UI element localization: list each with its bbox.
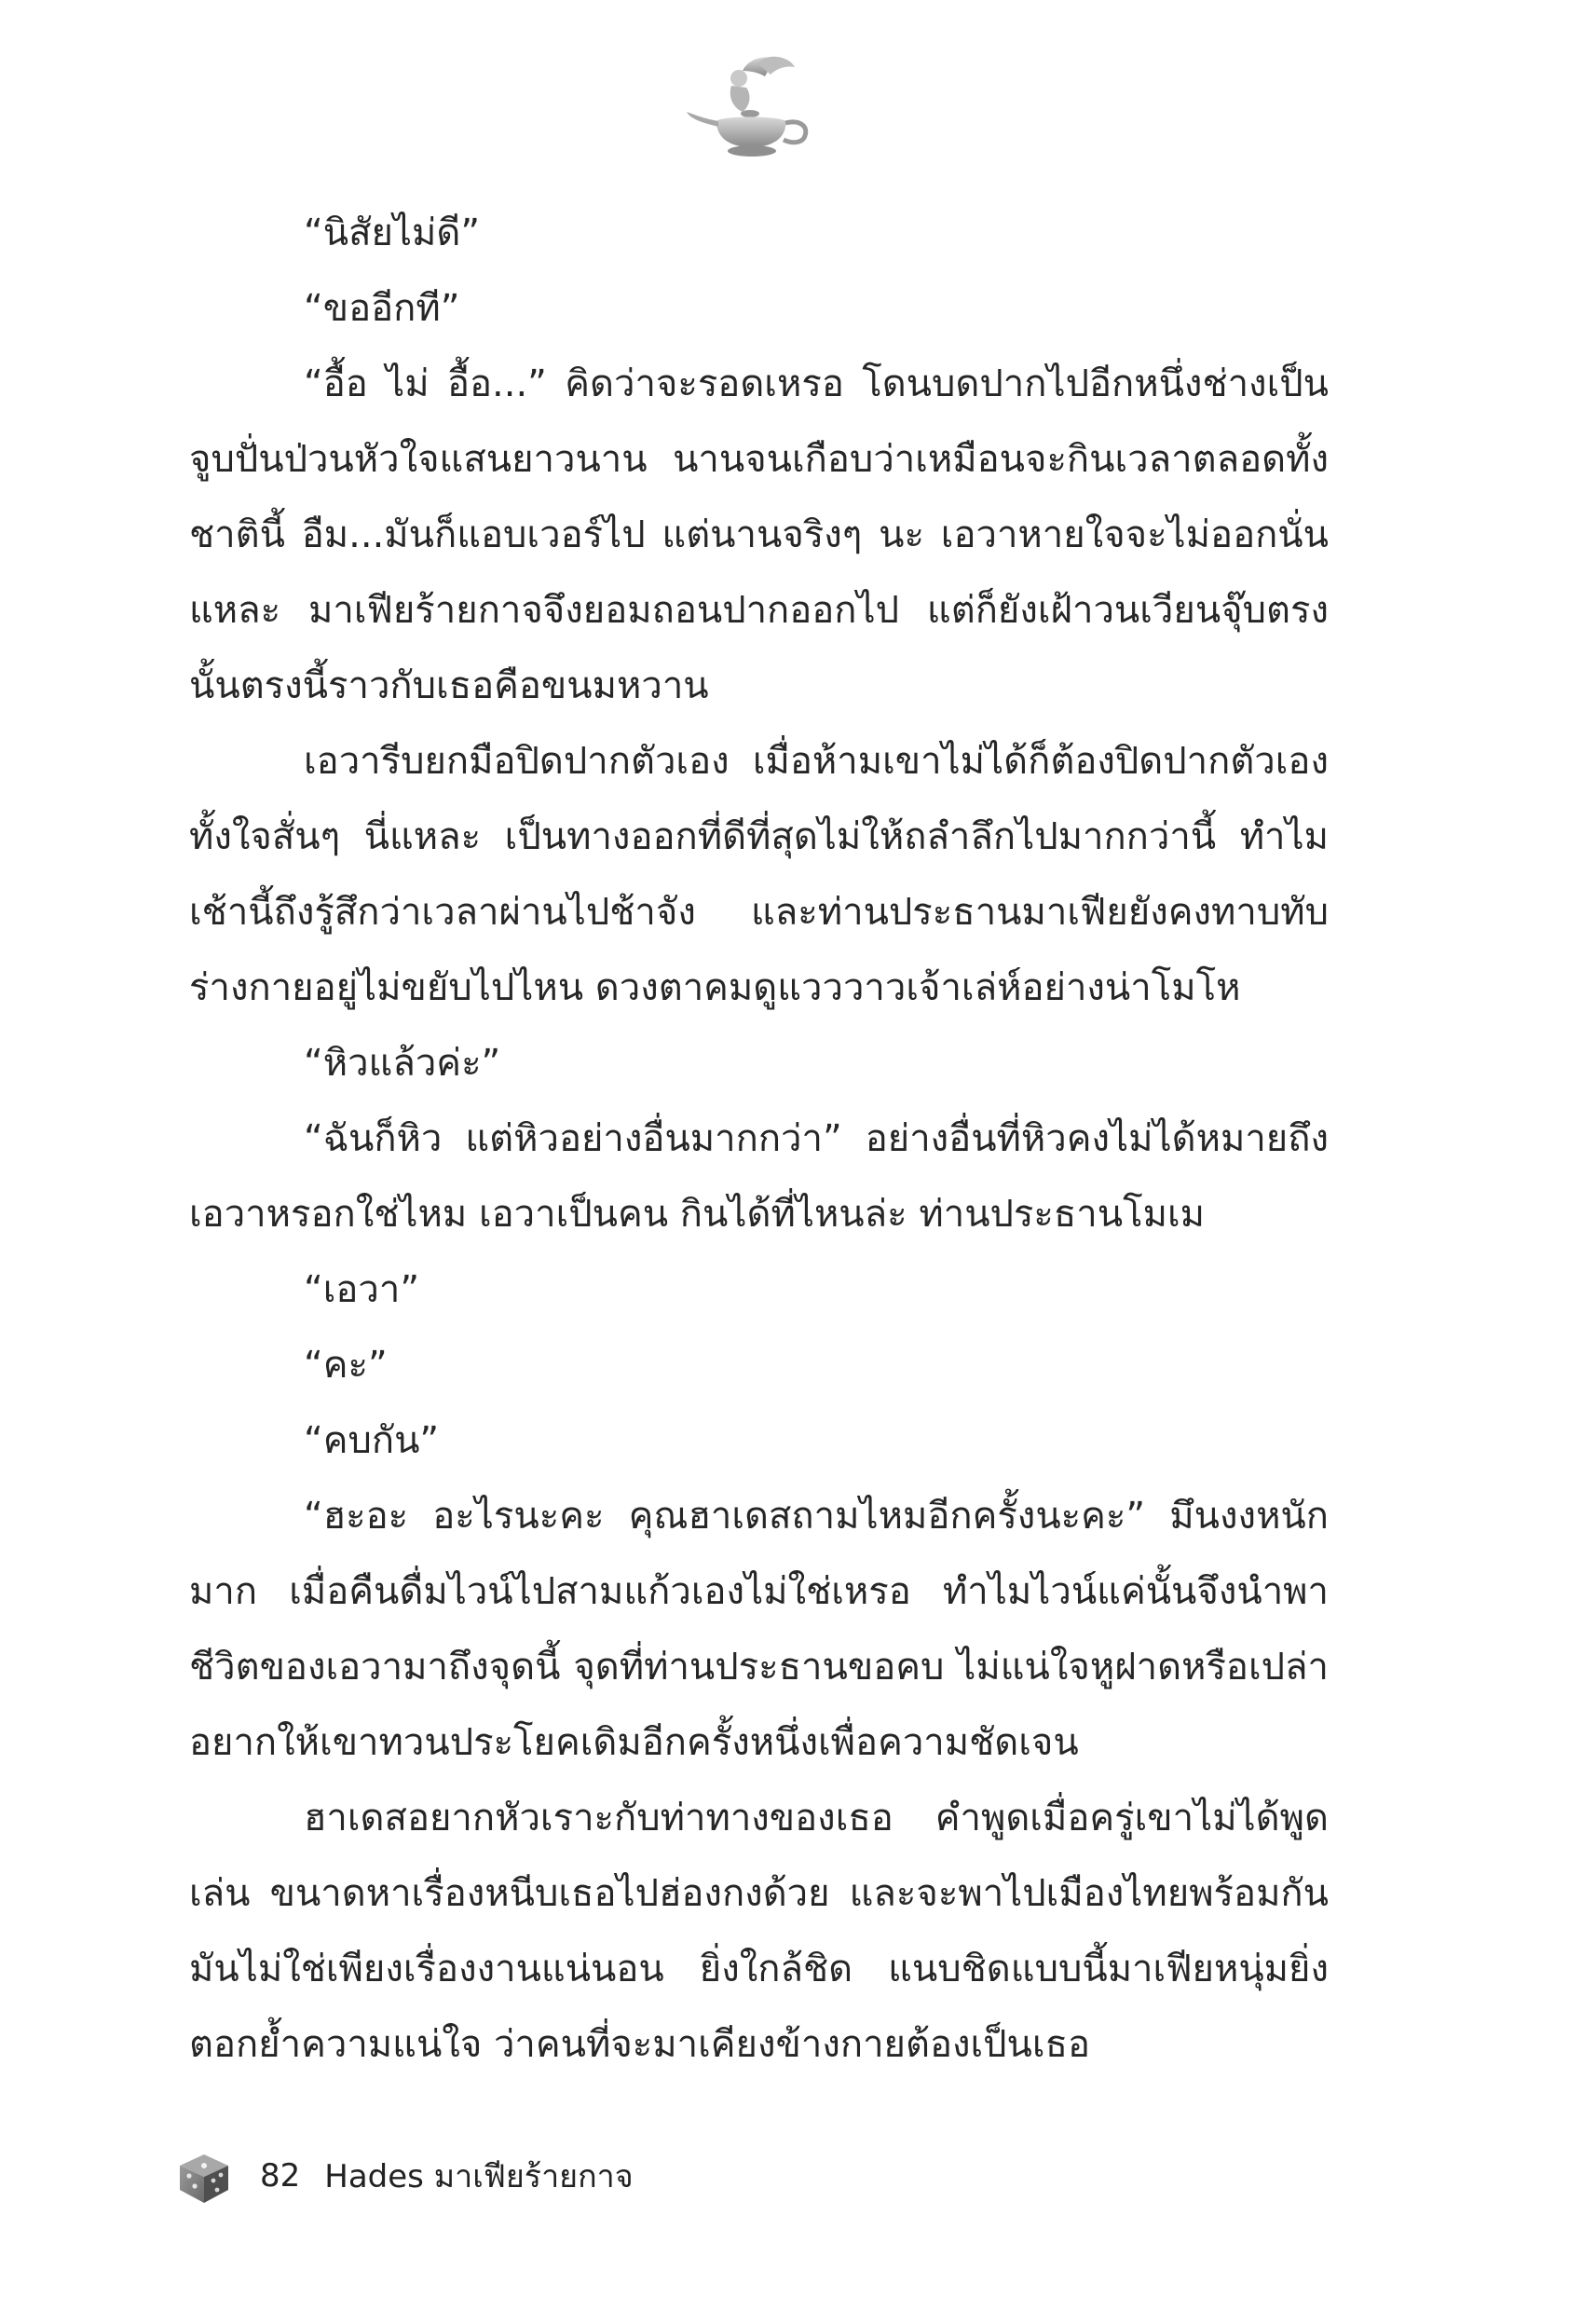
- paragraph: “นิสัยไม่ดี”: [304, 212, 481, 254]
- body-text: [189, 196, 1329, 2083]
- cupid-teapot-icon: [685, 54, 815, 166]
- book-title: Hades มาเฟียร้ายกาจ: [324, 2158, 634, 2195]
- paragraph: “อื้อ ไม่ อื้อ...” คิดว่าจะรอดเหรอ โดนบดปากไปอีกหนึ่งช่างเป็นจูบปั่นป่วนหัวใจแสนยาวนาน นานจนเกือบว่าเหมือนจะกินเวลาตลอดทั้งชาตินี้ อืม...มันก็แอบเวอร์ไป แต่นานจริงๆ นะ เอวาหายใจจะไม่ออกนั่นแหละ มาเฟียร้ายกาจจึงยอมถอนปากออกไป แต่ก็ยังเฝ้าวนเวียนจุ๊บตรงนั้นตรงนี้ราวกับเธอคือขนมหวาน: [189, 362, 1329, 707]
- page-footer: [172, 2143, 634, 2208]
- page-number: 82: [260, 2157, 301, 2195]
- paragraph: “ขออีกที”: [304, 287, 460, 330]
- paragraph: “ฉันก็หิว แต่หิวอย่างอื่นมากกว่า” อย่างอื่นที่หิวคงไม่ได้หมายถึงเอวาหรอกใช่ไหม เอวาเป็นคน กินได้ที่ไหนล่ะ ท่านประธานโมเม: [189, 1117, 1329, 1236]
- dice-icon: [172, 2145, 234, 2207]
- paragraph: “หิวแล้วค่ะ”: [304, 1042, 501, 1085]
- paragraph: ฮาเดสอยากหัวเราะกับท่าทางของเธอ คำพูดเมื่อครู่เขาไม่ได้พูดเล่น ขนาดหาเรื่องหนีบเธอไปฮ่องกงด้วย และจะพาไปเมืองไทยพร้อมกัน มันไม่ใช่เพียงเรื่องงานแน่นอน ยิ่งใกล้ชิด แนบชิดแบบนี้มาเฟียหนุ่มยิ่งตอกย้ำความแน่ใจ ว่าคนที่จะมาเคียงข้างกายต้องเป็นเธอ: [189, 1797, 1329, 2066]
- paragraph: “ฮะอะ อะไรนะคะ คุณฮาเดสถามไหมอีกครั้งนะคะ” มึนงงหนักมาก เมื่อคืนดื่มไวน์ไปสามแก้วเองไม่ใช่เหรอ ทำไมไวน์แค่นั้นจึงนำพาชีวิตของเอวามาถึงจุดนี้ จุดที่ท่านประธานขอคบ ไม่แน่ใจหูฝาดหรือเปล่า อยากให้เขาทวนประโยคเดิมอีกครั้งหนึ่งเพื่อความชัดเจน: [189, 1495, 1329, 1764]
- paragraph: “เอวา”: [304, 1268, 420, 1311]
- paragraph: “คบกัน”: [304, 1419, 440, 1462]
- paragraph: เอวารีบยกมือปิดปากตัวเอง เมื่อห้ามเขาไม่ได้ก็ต้องปิดปากตัวเองทั้งใจสั่นๆ นี่แหละ เป็นทางออกที่ดีที่สุดไม่ให้ถลำลึกไปมากกว่านี้ ทำไมเช้านี้ถึงรู้สึกว่าเวลาผ่านไปช้าจัง และท่านประธานมาเฟียยังคงทาบทับร่างกายอยู่ไม่ขยับไปไหน ดวงตาคมดูแวววาวเจ้าเล่ห์อย่างน่าโมโห: [189, 740, 1329, 1009]
- paragraph: “คะ”: [304, 1344, 388, 1387]
